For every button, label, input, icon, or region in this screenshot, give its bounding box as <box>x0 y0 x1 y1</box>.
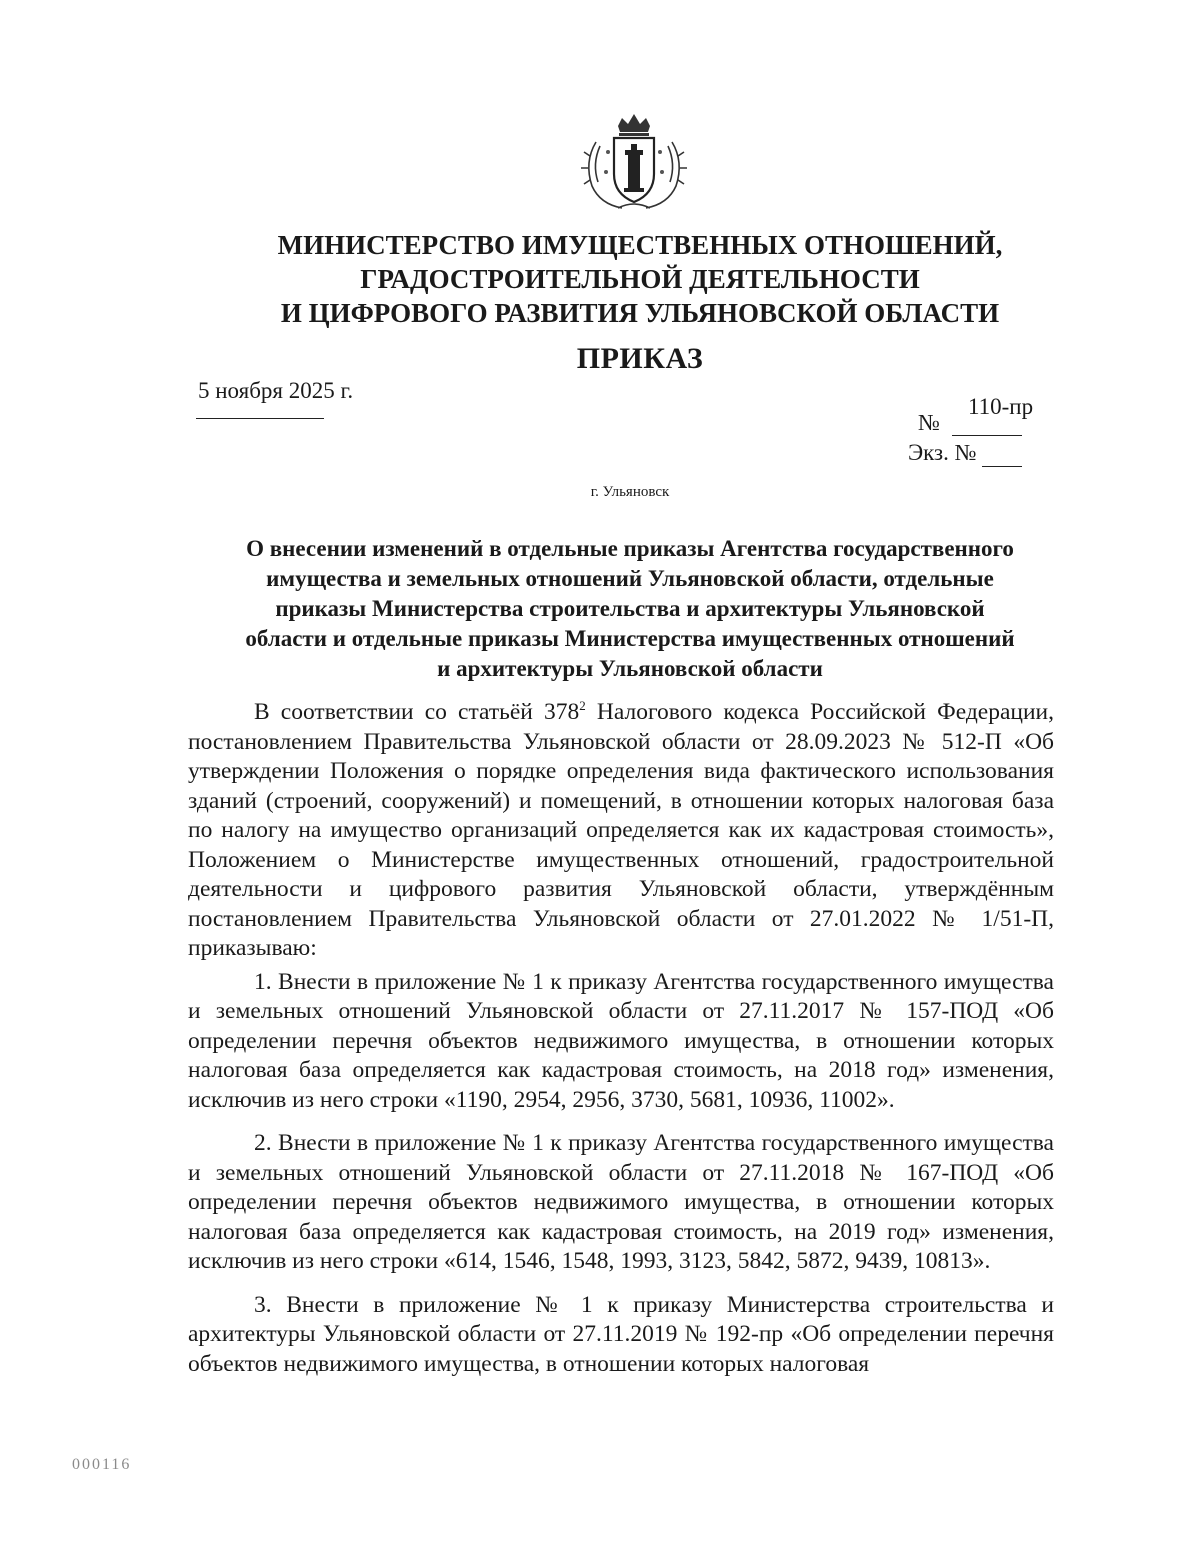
number-underline <box>952 435 1022 436</box>
document-type: ПРИКАЗ <box>576 342 704 375</box>
preamble-paragraph <box>188 698 1054 964</box>
subject-line-2: имущества и земельных отношений Ульяновской области, отдельные <box>266 566 994 591</box>
subject-line-4: области и отдельные приказы Министерства имущественных отношений <box>245 626 1015 651</box>
copy-number-label: Экз. № <box>908 440 977 465</box>
subject-line-5: и архитектуры Ульяновской области <box>437 656 823 681</box>
subject-line-3: приказы Министерства строительства и архитектуры Ульяновской <box>275 596 985 621</box>
city: г. Ульяновск <box>590 484 670 500</box>
organization-name <box>230 228 1050 330</box>
page-serial-number: 000116 <box>72 1456 132 1473</box>
order-item-2: 2. Внести в приложение № 1 к приказу Агентства государственного имущества и земельных отношений Ульяновской области от 27.11.2018 № 167-ПОД «Об определении перечня объектов недвижимого имущества, в отношении которых налоговая база определяется как кадастровая стоимость, на 2019 год» изменения, исключив из него строки «614, 1546, 1548, 1993, 3123, 5842, 5872, 9439, 10813». <box>188 1130 1054 1274</box>
org-line-3: И ЦИФРОВОГО РАЗВИТИЯ УЛЬЯНОВСКОЙ ОБЛАСТИ <box>280 298 1000 328</box>
copy-number-underline <box>982 466 1022 467</box>
subject-line-1: О внесении изменений в отдельные приказы Агентства государственного <box>246 536 1014 561</box>
order-item-1: 1. Внести в приложение № 1 к приказу Агентства государственного имущества и земельных отношений Ульяновской области от 27.11.2017 № 157-ПОД «Об определении перечня объектов недвижимого имущества, в отношении которых налоговая база определяется как кадастровая стоимость, на 2018 год» изменения, исключив из него строки «1190, 2954, 2956, 3730, 5681, 10936, 11002». <box>188 968 1054 1113</box>
preamble-start: В соответствии со статьёй 378 <box>254 699 580 725</box>
document-body <box>188 698 1054 1383</box>
article-superscript: 2 <box>579 698 586 714</box>
document-number: 110-пр <box>968 394 1034 419</box>
document-date: 5 ноября 2025 г. <box>198 378 354 403</box>
date-underline <box>196 418 324 419</box>
preamble-rest: Налогового кодекса Российской Федерации, постановлением Правительства Ульяновской области от 28.09.2023 № 512-П «Об утверждении Положения о порядке определения вида фактического использования зданий (строений, сооружений) и помещений, в отношении которых налоговая база по налогу на имущество организаций определяется как их кадастровая стоимость», Положением о Министерстве имущественных отношений, градостроительной деятельности и цифрового развития Ульяновской области, утверждённым постановлением Правительства Ульяновской области от 27.01.2022 № 1/51-П, приказываю: <box>188 699 1054 961</box>
org-line-1: МИНИСТЕРСТВО ИМУЩЕСТВЕННЫХ ОТНОШЕНИЙ, <box>277 230 1003 260</box>
order-item-3: 3. Внести в приложение № 1 к приказу Министерства строительства и архитектуры Ульяновской области от 27.11.2019 № 192-пр «Об определении перечня объектов недвижимого имущества, в отношении которых налоговая <box>188 1291 1054 1377</box>
org-line-2: ГРАДОСТРОИТЕЛЬНОЙ ДЕЯТЕЛЬНОСТИ <box>360 264 920 294</box>
number-sign: № <box>918 410 940 435</box>
coat-of-arms-icon <box>578 112 690 214</box>
document-subject <box>170 534 1090 684</box>
